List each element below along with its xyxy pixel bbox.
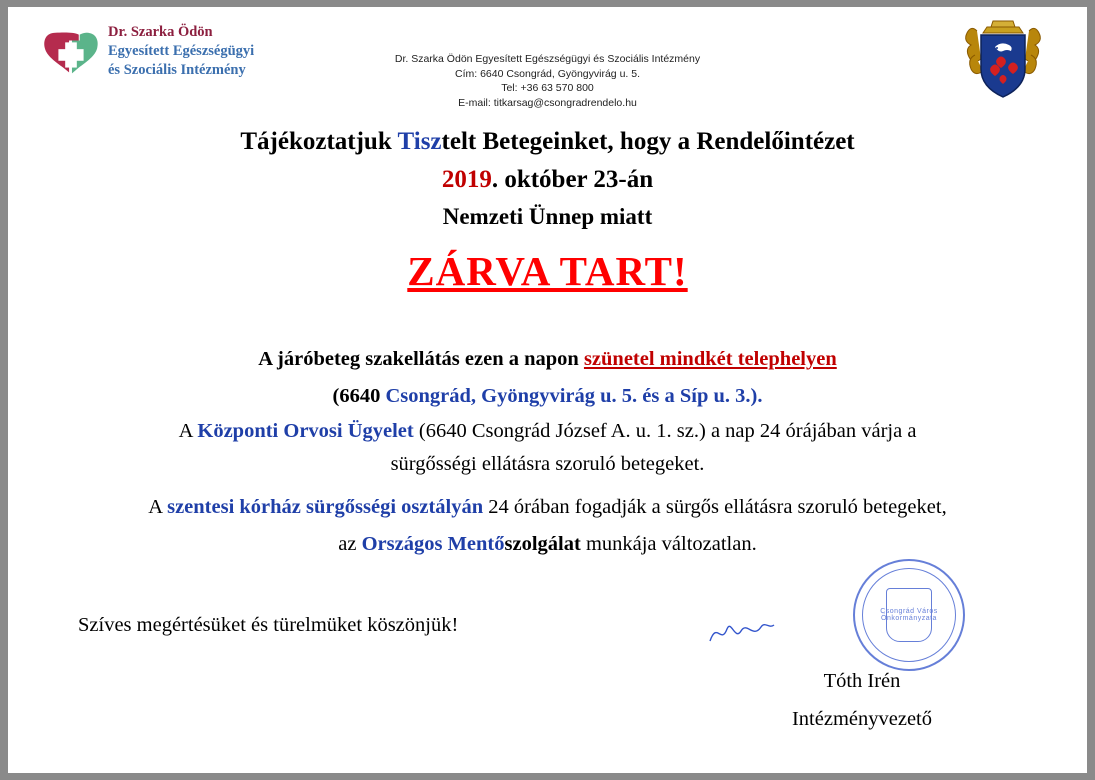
hospital-a: A xyxy=(148,496,168,518)
contact-email: E-mail: titkarsag@csongradrendelo.hu xyxy=(458,96,637,109)
notice-holiday: Nemzeti Ünnep miatt xyxy=(442,204,653,229)
notice-details xyxy=(68,341,1027,563)
notice-line-1c: telt Betegeinket, hogy a Rendelőintézet xyxy=(441,128,855,155)
notice-document xyxy=(8,7,1087,773)
detail-line-hospital xyxy=(68,489,1027,525)
notice-date-year: 2019 xyxy=(441,166,492,193)
duty-b: Központi Orvosi Ügyelet xyxy=(197,420,414,442)
notice-line-1 xyxy=(68,123,1027,161)
thanks-line: Szíves megértésüket és türelmüket köszönjük! xyxy=(78,614,459,636)
notice-line-1a: Tájékoztatjuk xyxy=(240,128,398,155)
hospital-b: szentesi kórház sürgősségi osztályán xyxy=(167,496,484,518)
detail-line-duty-2: sürgősségi ellátásra szoruló betegeket. xyxy=(390,453,705,475)
ambulance-c: szolgálat xyxy=(504,533,581,555)
signature-area xyxy=(697,559,1027,739)
sites-a: (6640 xyxy=(332,385,386,407)
duty-c: (6640 Csongrád József A. u. 1. sz.) a nap 24 órájában várja a xyxy=(413,420,917,442)
signatory-name: Tóth Irén xyxy=(823,670,901,692)
handwritten-signature-icon xyxy=(707,615,777,649)
stamp-inner-shield xyxy=(886,588,932,642)
logo-line-2: Egyesített Egészségügyi xyxy=(108,43,255,59)
outpatient-d: s ezen a napon xyxy=(451,348,584,370)
notice-line-1b: Tisz xyxy=(397,128,442,155)
detail-line-outpatient xyxy=(68,341,1027,377)
detail-line-ambulance xyxy=(68,525,1027,563)
notice-date xyxy=(68,161,1027,199)
sites-b: Csongrád, Gyöngyvirág u. 5. és a Síp u. 3.). xyxy=(385,385,763,407)
ambulance-b: Országos Mentő xyxy=(361,533,505,555)
detail-line-sites xyxy=(68,377,1027,415)
detail-line-duty-1 xyxy=(68,415,1027,448)
contact-block xyxy=(8,52,1087,110)
signatory-role: Intézményvezető xyxy=(791,708,932,730)
outpatient-a: A járóbete xyxy=(258,348,350,370)
csongrad-coat-of-arms-icon xyxy=(957,15,1049,107)
document-header xyxy=(8,7,1087,117)
logo-line-3: és Szociális Intézmény xyxy=(108,62,246,78)
outpatient-c: kellátá xyxy=(392,348,452,370)
contact-name: Dr. Szarka Ödön Egyesített Egészségügyi és Szociális Intézmény xyxy=(394,53,701,65)
logo-line-1: Dr. Szarka Ödön xyxy=(108,24,213,40)
notice-closed-banner: ZÁRVA TART! xyxy=(407,248,688,294)
outpatient-b: g sza xyxy=(349,348,393,370)
stamp-text: Csongrád Város Önkormányzata xyxy=(880,608,938,622)
outpatient-highlight: szünetel mindkét telephelyen xyxy=(583,348,837,370)
ambulance-a: az xyxy=(338,533,362,555)
ambulance-d: munkája változatlan. xyxy=(580,533,757,555)
contact-address: Cím: 6640 Csongrád, Gyöngyvirág u. 5. xyxy=(454,67,640,80)
contact-phone: Tel: +36 63 570 800 xyxy=(501,82,594,94)
notice-date-rest: . október 23-án xyxy=(491,166,654,193)
hospital-c: 24 órában fogadják a sürgős ellátásra szoruló betegeket, xyxy=(483,496,947,518)
duty-a: A xyxy=(178,420,198,442)
official-stamp-icon xyxy=(853,559,965,671)
